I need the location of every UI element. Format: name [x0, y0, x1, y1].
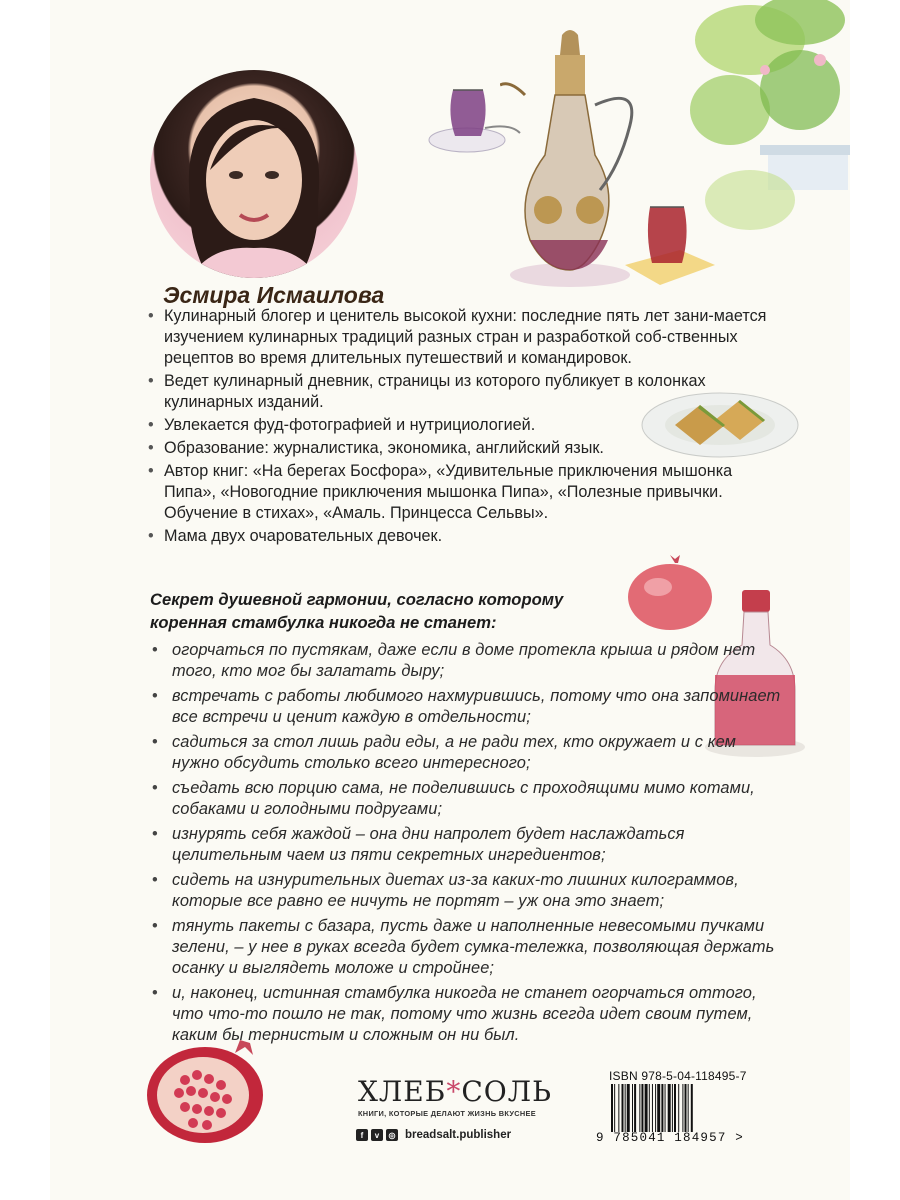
- bio-item: • Увлекается фуд-фотографией и нутрициологией.: [146, 415, 786, 436]
- vk-icon: v: [371, 1129, 383, 1141]
- bio-item: • Кулинарный блогер и ценитель высокой кухни: последние пять лет зани-мается изучением кулинарных традиций разных стран и разработкой соб-ственных рецептов во время длительных путешествий и командировок.: [146, 306, 786, 369]
- author-bio-list: [146, 306, 786, 549]
- secret-item: • садиться за стол лишь ради еды, а не ради тех, кто окружает и с кем нужно обсудить столько всего интересного;: [146, 732, 786, 774]
- bio-item: • Мама двух очаровательных девочек.: [146, 526, 786, 547]
- publisher-tagline: КНИГИ, КОТОРЫЕ ДЕЛАЮТ ЖИЗНЬ ВКУСНЕЕ: [358, 1109, 536, 1118]
- secret-item: • съедать всю порцию сама, не поделившись с проходящими мимо котами, собаками и голодными подругами;: [146, 778, 786, 820]
- isbn-digits: 9 785041 184957 >: [596, 1131, 744, 1145]
- publisher-social-row: [356, 1129, 511, 1141]
- isbn-barcode: [609, 1084, 759, 1132]
- secret-item: • и, наконец, истинная стамбулка никогда не станет огорчаться оттого, что что-то пошло не так, потому что жизнь всегда идет своим путем, каким бы тернистым и сложным он ни был.: [146, 983, 786, 1046]
- instagram-icon: ◎: [386, 1129, 398, 1141]
- logo-text-left: ХЛЕБ: [358, 1075, 447, 1108]
- secret-item: • сидеть на изнурительных диетах из-за каких-то лишних килограммов, которые все равно ее ничуть не портят – уж она это знает;: [146, 870, 786, 912]
- bio-item: • Образование: журналистика, экономика, английский язык.: [146, 438, 786, 459]
- secret-item: • изнурять себя жаждой – она дни напролет будет наслаждаться целительным чаем из пяти секретных ингредиентов;: [146, 824, 786, 866]
- bio-item: • Ведет кулинарный дневник, страницы из которого публикует в колонках кулинарных изданий.: [146, 371, 786, 413]
- logo-text-right: СОЛЬ: [461, 1075, 552, 1108]
- author-photo: [150, 70, 358, 278]
- facebook-icon: f: [356, 1129, 368, 1141]
- author-name: Эсмира Исмаилова: [163, 282, 385, 308]
- bio-item: • Автор книг: «На берегах Босфора», «Удивительные приключения мышонка Пипа», «Новогодние приключения мышонка Пипа», «Полезные привычки. Обучение в стихах», «Амаль. Принцесса Сельвы».: [146, 461, 786, 524]
- publisher-logo: [358, 1075, 552, 1108]
- secret-list: [146, 640, 786, 1050]
- isbn-label: ISBN 978-5-04-118495-7: [609, 1069, 747, 1083]
- logo-star-icon: *: [446, 1075, 462, 1108]
- secret-item: • огорчаться по пустякам, даже если в доме протекла крыша и рядом нет того, кто мог бы залатать дыру;: [146, 640, 786, 682]
- secret-item: • тянуть пакеты с базара, пусть даже и наполненные невесомыми пучками зелени, – у нее в руках всегда будет сумка-тележка, позволяющая держать осанку и выглядеть моложе и стройнее;: [146, 916, 786, 979]
- secret-item: • встречать с работы любимого нахмурившись, потому что она запоминает все встречи и ценит каждую в отдельности;: [146, 686, 786, 728]
- tea-glass-small-illustration: [620, 195, 720, 295]
- secret-title: Секрет душевной гармонии, согласно которому коренная стамбулка никогда не станет:: [150, 590, 564, 632]
- pomegranate-half-illustration: [145, 1035, 270, 1145]
- publisher-handle: breadsalt.publisher: [405, 1129, 512, 1141]
